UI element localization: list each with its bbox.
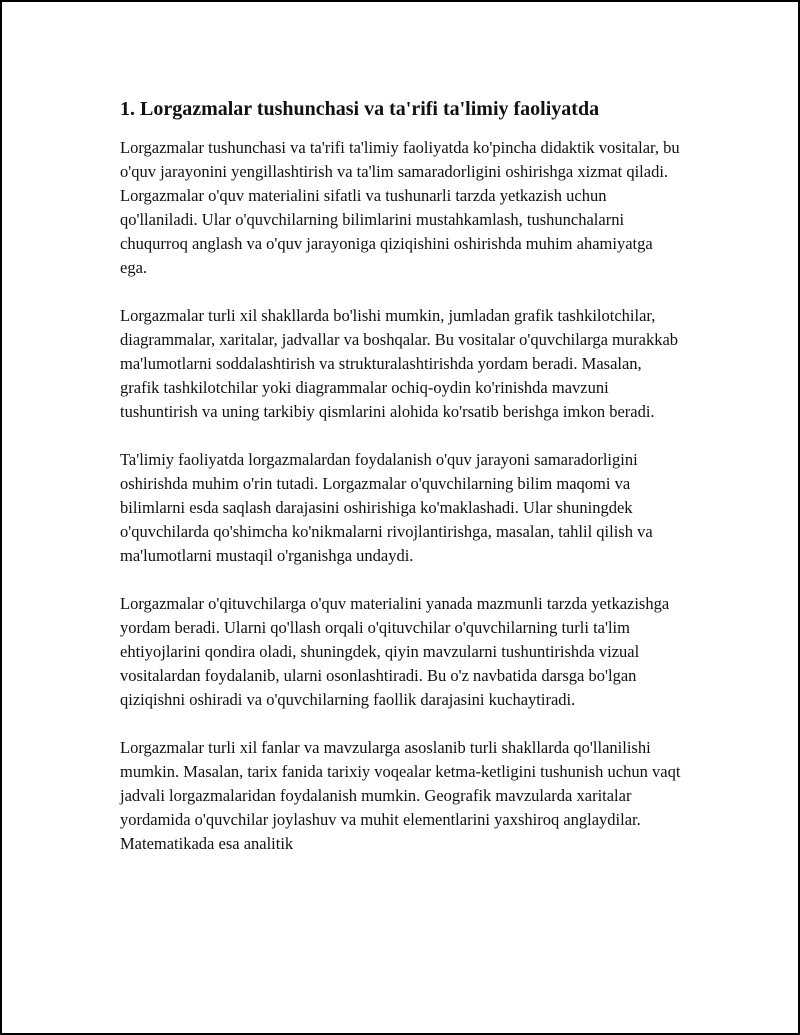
paragraph-5: Lorgazmalar turli xil fanlar va mavzularga asoslanib turli shakllarda qo'llanilishi mumkin. Masalan, tarix fanida tarixiy voqealar ketma-ketligini tushunish uchun vaqt jadvali lorgazmalaridan foydalanish mumkin. Geografik mavzularda xaritalar yordamida o'quvchilar joylashuv va muhit elementlarini yaxshiroq anglaydilar. Matematikada esa analitik xyxy=(120,738,681,853)
section-heading: 1. Lorgazmalar tushunchasi va ta'rifi ta'limiy faoliyatda xyxy=(120,98,600,120)
document-body xyxy=(120,96,682,880)
paragraph-4: Lorgazmalar o'qituvchilarga o'quv materialini yanada mazmunli tarzda yetkazishga yordam beradi. Ularni qo'llash orqali o'qituvchilar o'quvchilarning turli ta'lim ehtiyojlarini qondira oladi, shuningdek, qiyin mavzularni tushuntirishda vizual vositalardan foydalanib, ularni osonlashtiradi. Bu o'z navbatida darsga bo'lgan qiziqishni oshiradi va o'quvchilarning faollik darajasini kuchaytiradi. xyxy=(120,594,670,709)
paragraph-3: Ta'limiy faoliyatda lorgazmalardan foydalanish o'quv jarayoni samaradorligini oshirishda muhim o'rin tutadi. Lorgazmalar o'quvchilarning bilim maqomi va bilimlarni esda saqlash darajasini oshirishiga ko'maklashadi. Ular shuningdek o'quvchilarda qo'shimcha ko'nikmalarni rivojlantirishga, masalan, tahlil qilish va ma'lumotlarni mustaqil o'rganishga undaydi. xyxy=(120,450,653,565)
paragraph-1: Lorgazmalar tushunchasi va ta'rifi ta'limiy faoliyatda ko'pincha didaktik vositalar, bu o'quv jarayonini yengillashtirish va ta'lim samaradorligini oshirishga xizmat qiladi. Lorgazmalar o'quv materialini sifatli va tushunarli tarzda yetkazish uchun qo'llaniladi. Ular o'quvchilarning bilimlarini mustahkamlash, tushunchalarni chuqurroq anglash va o'quv jarayoniga qiziqishini oshirishda muhim ahamiyatga ega. xyxy=(120,138,680,277)
paragraph-2: Lorgazmalar turli xil shakllarda bo'lishi mumkin, jumladan grafik tashkilotchilar, diagrammalar, xaritalar, jadvallar va boshqalar. Bu vositalar o'quvchilarga murakkab ma'lumotlarni soddalashtirish va strukturalashtirishda yordam beradi. Masalan, grafik tashkilotchilar yoki diagrammalar ochiq-oydin ko'rinishda mavzuni tushuntirish va uning tarkibiy qismlarini alohida ko'rsatib berishga imkon beradi. xyxy=(120,306,679,421)
